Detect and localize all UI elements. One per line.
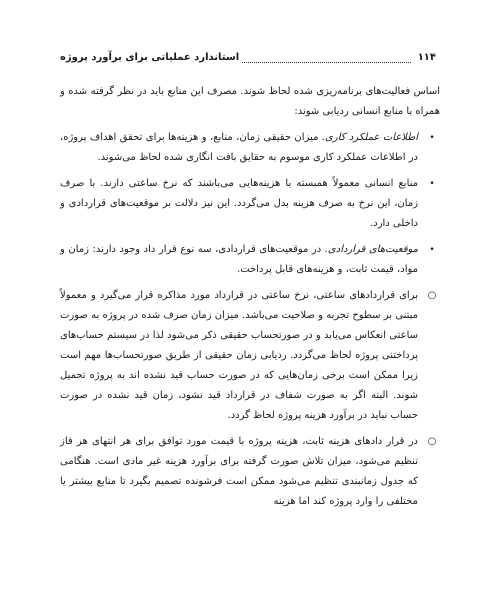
item-text: در موقعیت‌های قراردادی، سه نوع قرار داد وجود دارند: زمان و مواد، قیمت ثابت، و هزینه‌های قابل پرداخت.: [60, 244, 418, 275]
item-term: اطلاعات عملکرد کاری.: [321, 132, 419, 143]
list-item: [60, 174, 440, 234]
list-item: [60, 128, 440, 168]
circle-bullet-icon: ○: [427, 290, 437, 301]
body-text: [60, 82, 440, 518]
item-text: میزان حقیقی زمان، منابع، و هزینه‌ها برای تحقق اهداف پروژه، در اطلاعات عملکرد کاری موسوم به حقایق بافت انگاری شده لحاظ می‌شوند.: [60, 132, 418, 163]
item-text: منابع انسانی معمولاً همبسته با هزینه‌هایی می‌باشند که نرخ ساعتی دارند. با صرف زمان، این نرخ به صرف هزینه بدل می‌گردد. این نیز دلالت بر موقعیت‌های قراردادی و داخلی دارد.: [60, 178, 418, 229]
list-item: [60, 240, 440, 280]
item-text: برای قراردادهای ساعتی، نرخ ساعتی در قرارداد مورد مذاکره قرار می‌گیرد و معمولاً مبتنی بر سطوح تجربه و صلاحیت می‌باشد. میزان زمان صرف شده در پروژه به صورت ساعتی انعکاس می‌یابد و در صورتحساب حقیقی ذکر می‌شود لذا در سیستم حساب‌های پرداختنی پروژه لحاظ می‌گردد. ردیابی زمان حقیقی از طریق صورتحساب‌ها مهم است زیرا ممکن است برخی زمان‌هایی که در صورت حساب قید نشده اند به پروژه تحمیل شوند. البته اگر به صورت شفاف در قرارداد قید نشود، زمان قید نشده در صورت حساب نباید در برآورد هزینه پروژه لحاظ گردد.: [60, 290, 418, 421]
leader-dots: [242, 54, 411, 63]
page-number: ۱۱۴: [417, 52, 436, 63]
sub-list-item: [60, 432, 440, 512]
item-text: در قرار دادهای هزینه ثابت، هزینه پروژه با قیمت مورد توافق برای هر انتهای هر فاز تنظیم می‌شود، میزان تلاش صورت گرفته برای برآورد هزینه غیر مادی است. هنگامی که جدول زمانبندی تنظیم می‌شود ممکن است فرشونده تصمیم بگیرد تا منابع بیشتر یا مختلفی را وارد پروژه کند اما هزینه: [60, 436, 418, 507]
sub-list-item: [60, 286, 440, 426]
bullet-icon: •: [429, 133, 435, 143]
bullet-icon: •: [429, 245, 435, 255]
bullet-icon: •: [429, 179, 435, 189]
circle-bullet-icon: ○: [427, 436, 437, 447]
running-title: استاندارد عملیاتی برای برآورد پروژه: [60, 52, 240, 63]
item-term: موقعیت‌های قراردادی.: [324, 244, 418, 255]
intro-paragraph: اساس فعالیت‌های برنامه‌ریزی شده لحاظ شوند. مصرف این منابع باید در نظر گرفته شده و همراه با منابع انسانی ردیابی شوند:: [60, 86, 440, 117]
running-head: [60, 51, 436, 65]
